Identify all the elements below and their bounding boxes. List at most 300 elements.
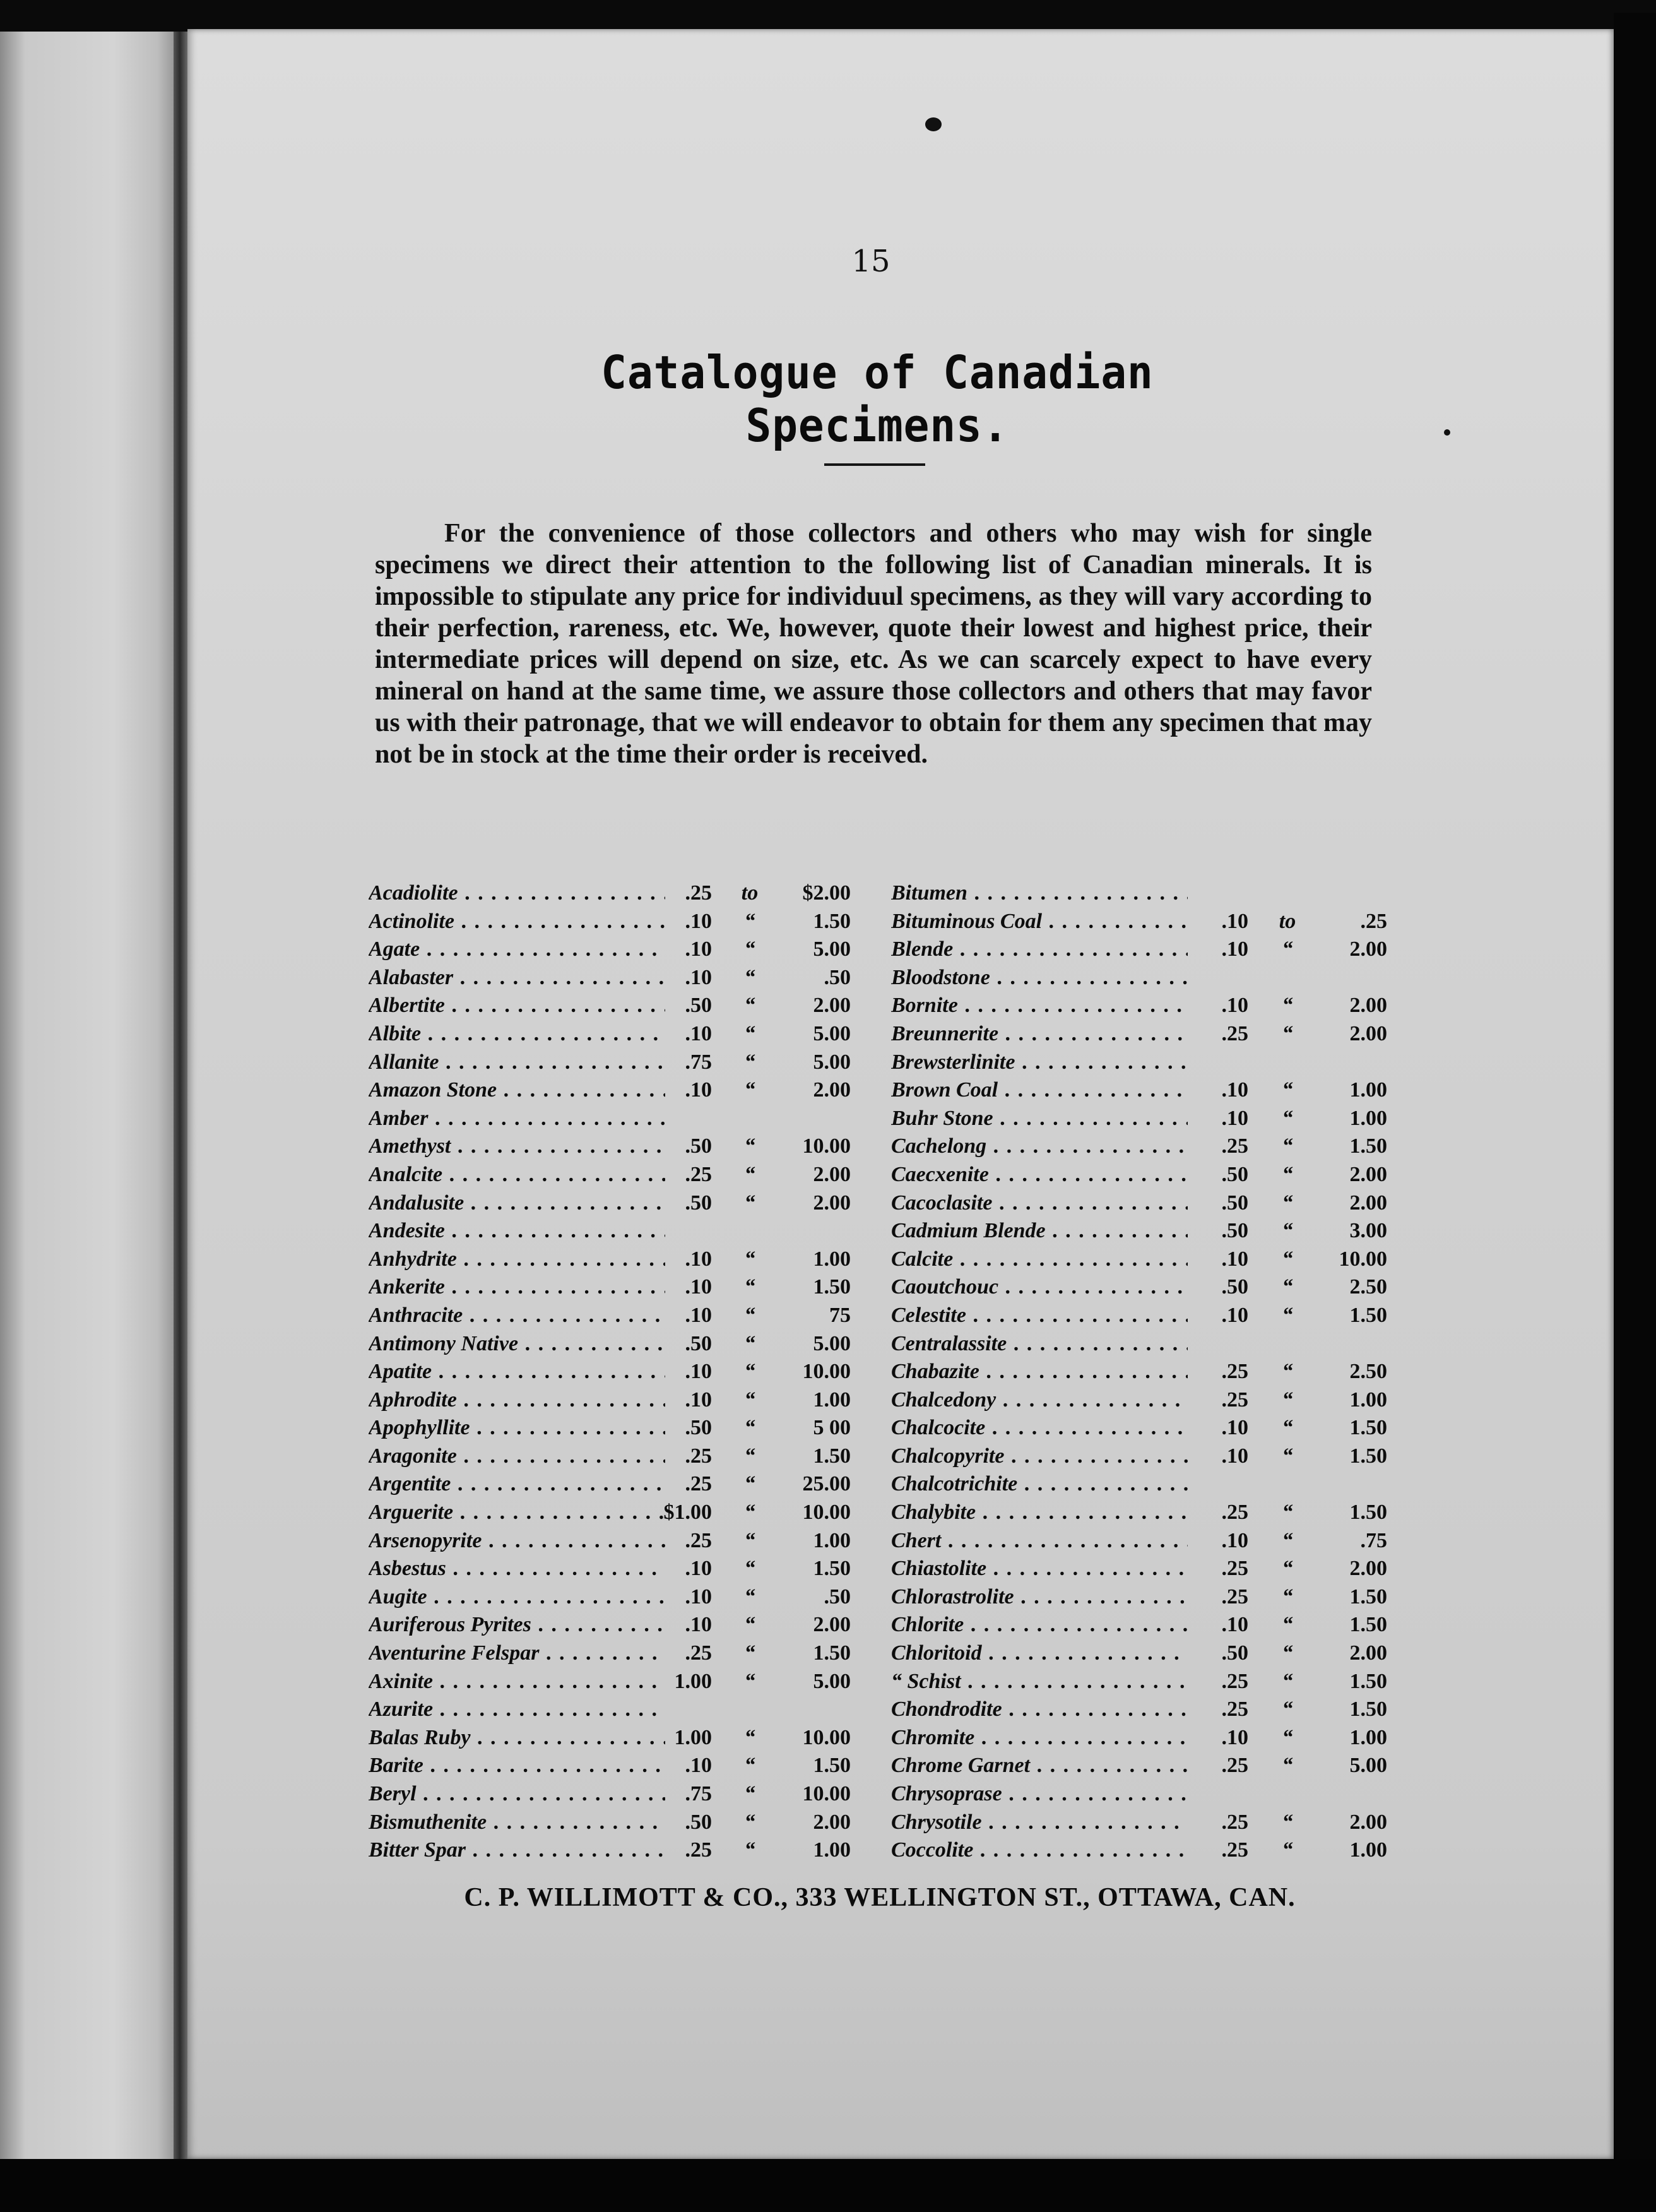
mineral-name: Bloodstone . . . [891, 966, 1188, 994]
price-separator: to [1279, 909, 1296, 933]
mineral-name: Brown Coal . . . [891, 1078, 1188, 1106]
mineral-name: Bituminous Coal . . . [891, 910, 1188, 937]
price-high: 2.00 [1349, 937, 1387, 961]
price-low: .25 [1221, 1360, 1248, 1384]
price-separator: “ [1282, 1501, 1293, 1525]
mineral-row [891, 1472, 1383, 1501]
price-separator: “ [1282, 1557, 1293, 1581]
price-low: .10 [1221, 1613, 1248, 1637]
price-high: 2.00 [1349, 1557, 1387, 1581]
mineral-row [891, 1416, 1387, 1444]
price-low: .10 [685, 1021, 712, 1045]
mineral-row [369, 1782, 861, 1811]
mineral-row [891, 1050, 1383, 1079]
price-high: 2.50 [1349, 1275, 1387, 1299]
price-separator: “ [1282, 1754, 1293, 1778]
price-separator: “ [744, 1585, 755, 1608]
price-high: 1.50 [813, 1557, 851, 1581]
price-high: 1.50 [813, 1641, 851, 1665]
mineral-name: Axinite . . . [369, 1670, 665, 1698]
mineral-name: Bitumen . . . [891, 881, 1188, 909]
mineral-row [891, 1557, 1387, 1585]
mineral-row [369, 1641, 861, 1670]
price-separator: “ [744, 1162, 755, 1186]
mineral-row [369, 1163, 861, 1191]
price-separator: “ [744, 1641, 755, 1665]
price-separator: “ [744, 1782, 755, 1805]
mineral-row [369, 994, 861, 1022]
price-high: 5.00 [813, 1669, 851, 1693]
price-high: 2.00 [1349, 1810, 1387, 1834]
price-separator: “ [1282, 1162, 1293, 1186]
mineral-name: Auriferous Pyrites . . . [369, 1613, 665, 1641]
price-low: .25 [1221, 1810, 1248, 1834]
page-number: 15 [851, 244, 890, 279]
price-high: 3.00 [1349, 1219, 1387, 1243]
mineral-row [369, 1191, 861, 1220]
mineral-name: Bitter Spar . . . [369, 1838, 665, 1866]
price-separator: “ [744, 1050, 755, 1074]
mineral-name: Centralassite . . . [891, 1332, 1188, 1360]
mineral-name: Actinolite . . . [369, 910, 665, 937]
price-separator: “ [1282, 1106, 1293, 1130]
mineral-row [891, 1444, 1387, 1473]
price-separator: “ [744, 1331, 755, 1355]
mineral-name: Asbestus . . . [369, 1557, 665, 1585]
price-separator: “ [1282, 1247, 1293, 1271]
price-low: .25 [685, 1444, 712, 1468]
mineral-row [891, 1360, 1387, 1388]
mineral-name: Augite . . . [369, 1585, 665, 1613]
mineral-row [891, 1669, 1387, 1698]
mineral-name: Chrysotile . . . [891, 1811, 1188, 1838]
mineral-row [891, 1191, 1387, 1220]
price-low: .50 [685, 1810, 712, 1834]
price-high: 5.00 [813, 1331, 851, 1355]
mineral-row [891, 1332, 1383, 1360]
page-title: Catalogue of Canadian Specimens. [601, 346, 1154, 452]
price-low: .50 [685, 994, 712, 1018]
price-low: .10 [685, 937, 712, 961]
price-separator: “ [744, 1725, 755, 1749]
price-high: 2.50 [1349, 1360, 1387, 1384]
price-low: .25 [685, 1472, 712, 1496]
price-high: 10.00 [802, 1134, 851, 1158]
mineral-row [369, 1275, 861, 1304]
price-low: .25 [1221, 1021, 1248, 1045]
price-high: 1.00 [1349, 1725, 1387, 1749]
price-separator: “ [1282, 994, 1293, 1018]
mineral-name: “ Schist . . . [891, 1670, 1188, 1698]
mineral-row [369, 1107, 861, 1135]
mineral-name: Agate . . . [369, 937, 665, 965]
price-separator: “ [744, 1838, 755, 1862]
price-high: 2.00 [813, 1162, 851, 1186]
facing-page [0, 32, 174, 2159]
mineral-row [369, 966, 861, 994]
scan-border [1614, 13, 1656, 2212]
price-low: .10 [685, 1360, 712, 1384]
price-separator: “ [1282, 1134, 1293, 1158]
mineral-name: Buhr Stone . . . [891, 1107, 1188, 1134]
mineral-row [891, 1106, 1387, 1135]
price-high: 5 00 [813, 1416, 851, 1440]
price-low: .25 [1221, 1698, 1248, 1721]
mineral-name: Chalcotrichite . . . [891, 1472, 1188, 1500]
price-separator: “ [1282, 1303, 1293, 1327]
mineral-row [891, 1303, 1387, 1332]
mineral-row [369, 1247, 861, 1276]
price-low: .25 [685, 1838, 712, 1862]
price-separator: “ [744, 1275, 755, 1299]
mineral-row [369, 1726, 861, 1754]
price-low: .25 [1221, 1838, 1248, 1862]
price-high: .50 [824, 965, 851, 989]
price-low: .10 [1221, 994, 1248, 1018]
price-low: .10 [1221, 909, 1248, 933]
price-low: .25 [685, 881, 712, 905]
price-separator: “ [1282, 1360, 1293, 1384]
price-high: 1.50 [1349, 1698, 1387, 1721]
mineral-row [891, 1388, 1387, 1417]
price-separator: “ [1282, 1641, 1293, 1665]
price-separator: “ [744, 1669, 755, 1693]
price-separator: “ [744, 1501, 755, 1525]
mineral-name: Breunnerite . . . [891, 1022, 1188, 1050]
price-separator: “ [744, 1416, 755, 1440]
price-low: .25 [1221, 1388, 1248, 1412]
price-low: .25 [1221, 1557, 1248, 1581]
price-separator: “ [744, 1388, 755, 1412]
price-separator: “ [1282, 1585, 1293, 1608]
price-high: 1.50 [1349, 1303, 1387, 1327]
mineral-row [369, 881, 861, 910]
mineral-row [891, 1078, 1387, 1107]
mineral-name: Chromite . . . [891, 1726, 1188, 1754]
mineral-row [891, 1162, 1387, 1191]
mineral-name: Azurite . . . [369, 1698, 665, 1725]
price-low: .10 [1221, 937, 1248, 961]
price-high: 2.00 [1349, 1021, 1387, 1045]
price-list-left [369, 881, 861, 1867]
mineral-name: Beryl . . . [369, 1782, 665, 1810]
price-low: .25 [685, 1641, 712, 1665]
price-separator: “ [1282, 1078, 1293, 1102]
price-list-right [891, 881, 1387, 1867]
mineral-row [369, 1529, 861, 1557]
price-separator: “ [1282, 1528, 1293, 1552]
price-high: 1.50 [813, 1275, 851, 1299]
mineral-row [369, 1613, 861, 1641]
mineral-row [369, 1811, 861, 1839]
price-low: .10 [1221, 1528, 1248, 1552]
mineral-row [369, 1360, 861, 1388]
price-high: 1.50 [1349, 1134, 1387, 1158]
price-separator: “ [1282, 1388, 1293, 1412]
price-separator: “ [744, 1754, 755, 1778]
mineral-name: Ankerite . . . [369, 1275, 665, 1303]
price-high: 2.00 [1349, 1191, 1387, 1215]
price-low: .75 [685, 1050, 712, 1074]
price-separator: “ [1282, 1444, 1293, 1468]
price-separator: “ [1282, 1698, 1293, 1721]
price-separator: “ [1282, 1725, 1293, 1749]
price-low: .10 [685, 965, 712, 989]
mineral-name: Apatite . . . [369, 1360, 665, 1388]
mineral-row [891, 1782, 1383, 1811]
price-high: 1.50 [1349, 1585, 1387, 1608]
mineral-name: Chondrodite . . . [891, 1698, 1188, 1725]
price-separator: “ [744, 1360, 755, 1384]
mineral-row [369, 1304, 861, 1332]
mineral-row [891, 966, 1383, 994]
mineral-row [891, 1838, 1387, 1867]
price-low: .50 [1221, 1219, 1248, 1243]
price-separator: “ [744, 1528, 755, 1552]
mineral-name: Balas Ruby . . . [369, 1726, 665, 1754]
price-low: .50 [1221, 1191, 1248, 1215]
price-separator: “ [744, 1444, 755, 1468]
price-low: .50 [685, 1191, 712, 1215]
price-low: .75 [685, 1782, 712, 1805]
price-separator: “ [744, 1613, 755, 1637]
price-low: .25 [1221, 1134, 1248, 1158]
price-high: $2.00 [802, 881, 851, 905]
price-low: .10 [1221, 1303, 1248, 1327]
price-low: 1.00 [674, 1725, 712, 1749]
price-low: .50 [685, 1416, 712, 1440]
price-high: 2.00 [813, 1810, 851, 1834]
mineral-name: Chalcedony . . . [891, 1388, 1188, 1416]
price-separator: “ [1282, 1219, 1293, 1243]
price-low: .10 [685, 1303, 712, 1327]
mineral-row [369, 1838, 861, 1867]
mineral-row [369, 1754, 861, 1782]
price-low: .10 [1221, 1247, 1248, 1271]
price-low: .25 [1221, 1754, 1248, 1778]
mineral-name: Allanite . . . [369, 1050, 665, 1078]
mineral-name: Cachelong . . . [891, 1134, 1188, 1162]
ink-speck [925, 117, 942, 131]
mineral-name: Chlorite . . . [891, 1613, 1188, 1641]
price-high: 5.00 [813, 1021, 851, 1045]
mineral-name: Chloritoid . . . [891, 1641, 1188, 1669]
price-high: 2.00 [1349, 1162, 1387, 1186]
scan-border-bottom [0, 2159, 1656, 2212]
mineral-row [369, 1670, 861, 1698]
mineral-name: Aphrodite . . . [369, 1388, 665, 1416]
price-separator: “ [744, 937, 755, 961]
mineral-row [369, 1078, 861, 1107]
mineral-name: Blende . . . [891, 937, 1188, 965]
mineral-row [369, 1557, 861, 1585]
price-low: .50 [1221, 1275, 1248, 1299]
price-separator: “ [744, 1247, 755, 1271]
price-high: .75 [1360, 1528, 1387, 1552]
price-low: .10 [685, 1754, 712, 1778]
price-low: .10 [1221, 1444, 1248, 1468]
price-high: 1.50 [1349, 1416, 1387, 1440]
price-separator: “ [1282, 1669, 1293, 1693]
price-high: 1.50 [813, 1444, 851, 1468]
price-separator: to [741, 881, 759, 905]
mineral-row [891, 1275, 1387, 1304]
mineral-name: Bornite . . . [891, 994, 1188, 1021]
price-low: .50 [685, 1331, 712, 1355]
mineral-row [369, 1050, 861, 1079]
price-separator: “ [1282, 1838, 1293, 1862]
mineral-name: Caoutchouc . . . [891, 1275, 1188, 1303]
price-high: 10.00 [1339, 1247, 1387, 1271]
mineral-row [891, 994, 1387, 1022]
price-high: 5.00 [1349, 1754, 1387, 1778]
mineral-row [891, 909, 1387, 938]
mineral-name: Aragonite . . . [369, 1444, 665, 1472]
mineral-name: Acadiolite . . . [369, 881, 665, 909]
price-high: 1.00 [1349, 1838, 1387, 1862]
price-separator: “ [744, 965, 755, 989]
mineral-row [891, 1613, 1387, 1641]
price-separator: “ [744, 1810, 755, 1834]
price-separator: “ [1282, 937, 1293, 961]
price-high: 2.00 [1349, 994, 1387, 1018]
price-separator: “ [744, 1557, 755, 1581]
mineral-name: Chalcocite . . . [891, 1416, 1188, 1444]
price-low: .10 [1221, 1416, 1248, 1440]
mineral-row [891, 1021, 1387, 1050]
price-low: .25 [1221, 1501, 1248, 1525]
price-high: 1.00 [1349, 1388, 1387, 1412]
publisher-footer: C. P. WILLIMOTT & CO., 333 WELLINGTON ST., OTTAWA, CAN. [464, 1883, 1296, 1912]
mineral-name: Cacoclasite . . . [891, 1191, 1188, 1219]
mineral-name: Caecxenite . . . [891, 1163, 1188, 1191]
price-high: 1.00 [813, 1838, 851, 1862]
mineral-name: Chalcopyrite . . . [891, 1444, 1188, 1472]
price-separator: “ [744, 1078, 755, 1102]
mineral-name: Anhydrite . . . [369, 1247, 665, 1275]
mineral-row [369, 1416, 861, 1444]
mineral-name: Bismuthenite . . . [369, 1811, 665, 1838]
mineral-name: Chalybite . . . [891, 1501, 1188, 1528]
mineral-row [369, 1388, 861, 1417]
mineral-row [369, 937, 861, 966]
price-separator: “ [744, 1134, 755, 1158]
price-low: .10 [1221, 1078, 1248, 1102]
mineral-name: Brewsterlinite . . . [891, 1050, 1188, 1078]
price-low: .10 [685, 1585, 712, 1608]
price-high: 1.50 [813, 1754, 851, 1778]
price-low: $1.00 [663, 1501, 712, 1525]
mineral-row [369, 1472, 861, 1501]
mineral-row [891, 1501, 1387, 1529]
mineral-row [369, 1585, 861, 1614]
price-high: 5.00 [813, 937, 851, 961]
mineral-name: Andalusite . . . [369, 1191, 665, 1219]
price-low: .50 [1221, 1641, 1248, 1665]
price-high: 1.00 [1349, 1106, 1387, 1130]
title-rule [824, 463, 925, 466]
mineral-name: Calcite . . . [891, 1247, 1188, 1275]
price-high: 2.00 [813, 1191, 851, 1215]
mineral-name: Chabazite . . . [891, 1360, 1188, 1388]
price-separator: “ [744, 1472, 755, 1496]
price-high: 2.00 [813, 1613, 851, 1637]
price-high: 2.00 [813, 994, 851, 1018]
mineral-row [369, 910, 861, 938]
mineral-row [891, 1641, 1387, 1670]
mineral-name: Antimony Native . . . [369, 1332, 665, 1360]
price-separator: “ [1282, 1810, 1293, 1834]
mineral-row [369, 1219, 861, 1247]
mineral-name: Albite . . . [369, 1022, 665, 1050]
price-high: 10.00 [802, 1782, 851, 1805]
mineral-row [891, 881, 1383, 910]
price-low: .50 [1221, 1162, 1248, 1186]
mineral-row [891, 1725, 1387, 1754]
mineral-name: Albertite . . . [369, 994, 665, 1021]
price-low: .25 [685, 1528, 712, 1552]
mineral-row [369, 1501, 861, 1529]
price-separator: “ [744, 1021, 755, 1045]
mineral-row [891, 1585, 1387, 1614]
book-gutter [174, 32, 187, 2159]
mineral-name: Cadmium Blende . . . [891, 1219, 1188, 1247]
price-separator: “ [744, 1191, 755, 1215]
price-high: 1.50 [1349, 1501, 1387, 1525]
price-low: .10 [685, 1078, 712, 1102]
price-low: .10 [685, 1388, 712, 1412]
mineral-row [369, 1022, 861, 1050]
mineral-name: Chrome Garnet . . . [891, 1754, 1188, 1781]
price-high: 1.50 [1349, 1444, 1387, 1468]
mineral-name: Analcite . . . [369, 1163, 665, 1191]
price-separator: “ [744, 1303, 755, 1327]
price-separator: “ [1282, 1021, 1293, 1045]
price-low: .10 [1221, 1106, 1248, 1130]
price-high: 10.00 [802, 1501, 851, 1525]
mineral-name: Chlorastrolite . . . [891, 1585, 1188, 1613]
mineral-name: Amazon Stone . . . [369, 1078, 665, 1106]
mineral-row [369, 1444, 861, 1473]
mineral-name: Coccolite . . . [891, 1838, 1188, 1866]
mineral-row [891, 937, 1387, 966]
price-low: .25 [1221, 1669, 1248, 1693]
mineral-name: Arsenopyrite . . . [369, 1529, 665, 1557]
price-high: 10.00 [802, 1725, 851, 1749]
price-separator: “ [1282, 1275, 1293, 1299]
mineral-name: Amethyst . . . [369, 1134, 665, 1162]
price-high: 5.00 [813, 1050, 851, 1074]
mineral-name: Barite . . . [369, 1754, 665, 1781]
mineral-row [891, 1698, 1387, 1726]
price-high: 1.50 [1349, 1613, 1387, 1637]
price-separator: “ [744, 994, 755, 1018]
price-high: 1.00 [813, 1247, 851, 1271]
price-low: .25 [1221, 1585, 1248, 1608]
price-high: 10.00 [802, 1360, 851, 1384]
price-high: .25 [1360, 909, 1387, 933]
price-high: .50 [824, 1585, 851, 1608]
price-low: .10 [685, 1247, 712, 1271]
mineral-row [891, 1754, 1387, 1782]
price-low: .10 [685, 1613, 712, 1637]
mineral-name: Amber . . . [369, 1107, 665, 1134]
mineral-row [891, 1528, 1387, 1557]
mineral-name: Celestite . . . [891, 1304, 1188, 1331]
mineral-name: Aventurine Felspar . . . [369, 1641, 665, 1669]
price-low: .10 [1221, 1725, 1248, 1749]
price-high: 2.00 [813, 1078, 851, 1102]
